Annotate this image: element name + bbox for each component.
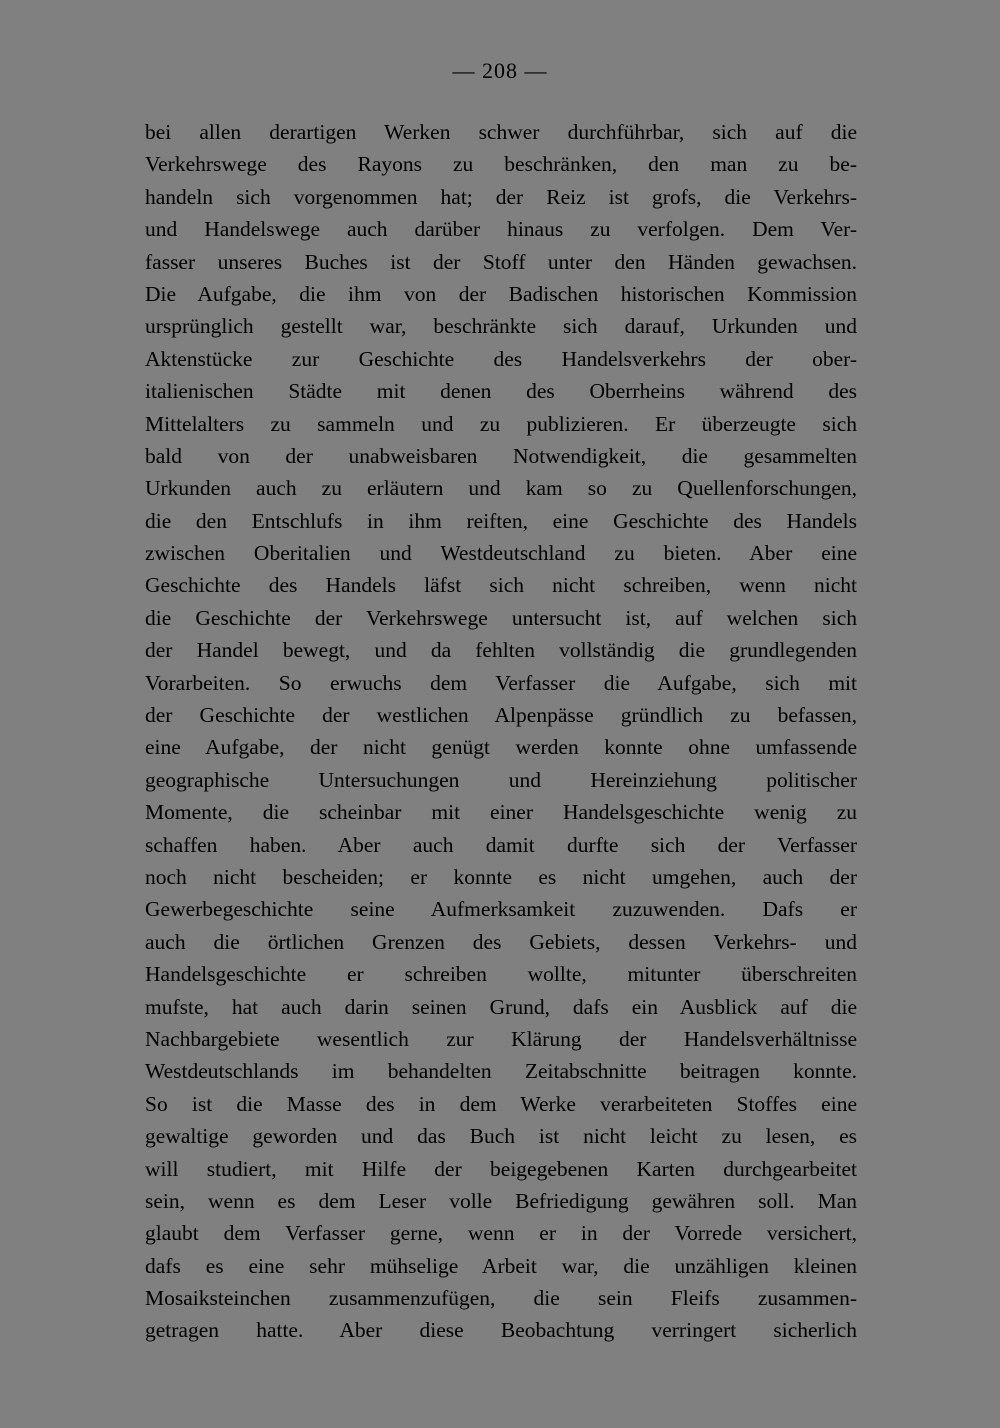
- text-line: schaffen haben. Aber auch damit durfte sich der Verfasser: [145, 832, 857, 857]
- text-line: getragen hatte. Aber diese Beobachtung verringert sicherlich: [145, 1318, 857, 1343]
- text-line: Handelsgeschichte er schreiben wollte, mitunter überschreiten: [145, 962, 857, 987]
- text-line: Mosaiksteinchen zusammenzufügen, die sein Fleifs zusammen-: [145, 1286, 857, 1311]
- text-line: bald von der unabweisbaren Notwendigkeit, die gesammelten: [145, 443, 857, 468]
- text-line: der Handel bewegt, und da fehlten vollständig die grundlegenden: [145, 638, 857, 663]
- text-line: noch nicht bescheiden; er konnte es nicht umgehen, auch der: [145, 864, 857, 889]
- text-line: und Handelswege auch darüber hinaus zu verfolgen. Dem Ver-: [145, 217, 857, 242]
- text-line: Nachbargebiete wesentlich zur Klärung der Handelsverhältnisse: [145, 1026, 857, 1051]
- text-line: eine Aufgabe, der nicht genügt werden konnte ohne umfassende: [145, 735, 857, 760]
- text-line: ursprünglich gestellt war, beschränkte sich darauf, Urkunden und: [145, 314, 857, 339]
- text-line: Vorarbeiten. So erwuchs dem Verfasser die Aufgabe, sich mit: [145, 670, 857, 695]
- text-line: Urkunden auch zu erläutern und kam so zu Quellenforschungen,: [145, 476, 857, 501]
- text-line: will studiert, mit Hilfe der beigegebenen Karten durchgearbeitet: [145, 1156, 857, 1181]
- page-number: — 208 —: [452, 58, 548, 83]
- text-line: Westdeutschlands im behandelten Zeitabschnitte beitragen konnte.: [145, 1059, 857, 1084]
- text-line: Geschichte des Handels läfst sich nicht schreiben, wenn nicht: [145, 573, 857, 598]
- text-line: glaubt dem Verfasser gerne, wenn er in der Vorrede versichert,: [145, 1221, 857, 1246]
- text-line: Momente, die scheinbar mit einer Handelsgeschichte wenig zu: [145, 800, 857, 825]
- text-line: Gewerbegeschichte seine Aufmerksamkeit zuzuwenden. Dafs er: [145, 897, 857, 922]
- body-text: [145, 116, 857, 1347]
- text-line: sein, wenn es dem Leser volle Befriedigung gewähren soll. Man: [145, 1188, 857, 1213]
- text-line: gewaltige geworden und das Buch ist nicht leicht zu lesen, es: [145, 1124, 857, 1149]
- text-line: italienischen Städte mit denen des Oberrheins während des: [145, 379, 857, 404]
- text-line: die Geschichte der Verkehrswege untersucht ist, auf welchen sich: [145, 605, 857, 630]
- text-line: dafs es eine sehr mühselige Arbeit war, die unzähligen kleinen: [145, 1253, 857, 1278]
- text-line: handeln sich vorgenommen hat; der Reiz ist grofs, die Verkehrs-: [145, 184, 857, 209]
- text-line: mufste, hat auch darin seinen Grund, dafs ein Ausblick auf die: [145, 994, 857, 1019]
- text-line: Die Aufgabe, die ihm von der Badischen historischen Kommission: [145, 281, 857, 306]
- text-line: zwischen Oberitalien und Westdeutschland zu bieten. Aber eine: [145, 541, 857, 566]
- text-line: Mittelalters zu sammeln und zu publizieren. Er überzeugte sich: [145, 411, 857, 436]
- text-line: die den Entschlufs in ihm reiften, eine Geschichte des Handels: [145, 508, 857, 533]
- text-line: So ist die Masse des in dem Werke verarbeiteten Stoffes eine: [145, 1091, 857, 1116]
- text-line: Aktenstücke zur Geschichte des Handelsverkehrs der ober-: [145, 346, 857, 371]
- text-line: fasser unseres Buches ist der Stoff unter den Händen gewachsen.: [145, 249, 857, 274]
- text-line: auch die örtlichen Grenzen des Gebiets, dessen Verkehrs- und: [145, 929, 857, 954]
- text-line: Verkehrswege des Rayons zu beschränken, den man zu be-: [145, 152, 857, 177]
- text-line: bei allen derartigen Werken schwer durchführbar, sich auf die: [145, 120, 857, 144]
- text-line: der Geschichte der westlichen Alpenpässe gründlich zu befassen,: [145, 703, 857, 728]
- text-line: geographische Untersuchungen und Hereinziehung politischer: [145, 767, 857, 792]
